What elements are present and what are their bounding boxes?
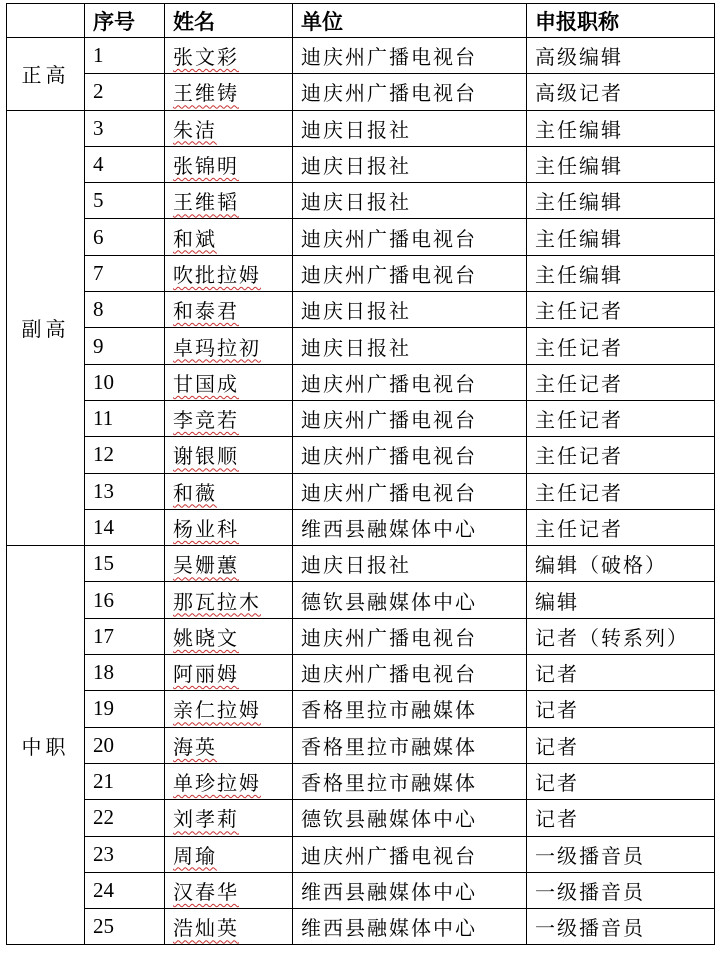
no-cell: 6 [85,219,165,255]
no-cell: 11 [85,400,165,436]
table-row [7,146,715,182]
level-group-cell: 中职 [7,546,85,945]
no-cell: 10 [85,364,165,400]
table-row [7,219,715,255]
table-row [7,691,715,727]
table-row [7,800,715,836]
title-cell: 主任记者 [527,400,715,436]
name-text: 亲仁拉姆 [173,698,261,723]
header-level [7,4,85,38]
name-text: 杨业科 [173,517,239,541]
no-cell: 9 [85,328,165,364]
unit-cell: 迪庆州广播电视台 [293,836,527,872]
title-cell: 记者 [527,727,715,763]
name-text: 张文彩 [173,45,239,70]
table-row [7,38,715,74]
table-row [7,727,715,763]
name-cell [165,509,293,545]
name-text: 吴姗蕙 [173,553,239,578]
name-cell [165,691,293,727]
no-cell: 16 [85,582,165,618]
title-cell: 主任记者 [527,292,715,328]
header-name: 姓名 [165,4,293,38]
name-cell [165,872,293,908]
table-row [7,328,715,364]
name-cell [165,836,293,872]
title-cell: 记者（转系列） [527,618,715,654]
no-cell: 22 [85,800,165,836]
title-cell: 记者 [527,800,715,836]
name-text: 阿丽姆 [173,662,239,687]
title-cell: 主任记者 [527,364,715,400]
unit-cell: 迪庆州广播电视台 [293,400,527,436]
unit-cell: 维西县融媒体中心 [293,872,527,908]
title-cell: 记者 [527,763,715,799]
table-row [7,364,715,400]
title-applicants-table [6,3,715,945]
header-title: 申报职称 [527,4,715,38]
name-text: 周瑜 [173,843,217,868]
table-row [7,473,715,509]
unit-cell: 迪庆州广播电视台 [293,255,527,291]
name-cell [165,546,293,582]
no-cell: 1 [85,38,165,74]
name-text: 卓玛拉初 [173,335,261,360]
no-cell: 17 [85,618,165,654]
name-text: 汉春华 [173,879,239,904]
name-text: 浩灿英 [173,916,239,941]
table-row [7,110,715,146]
title-cell: 记者 [527,655,715,691]
name-cell [165,800,293,836]
name-cell [165,763,293,799]
name-cell [165,618,293,654]
level-group-cell: 正高 [7,38,85,111]
name-cell [165,38,293,74]
table-row [7,183,715,219]
title-cell: 高级记者 [527,74,715,110]
no-cell: 2 [85,74,165,110]
unit-cell: 迪庆州广播电视台 [293,655,527,691]
unit-cell: 香格里拉市融媒体 [293,727,527,763]
no-cell: 7 [85,255,165,291]
unit-cell: 德钦县融媒体中心 [293,800,527,836]
unit-cell: 迪庆州广播电视台 [293,74,527,110]
title-cell: 一级播音员 [527,909,715,945]
unit-cell: 维西县融媒体中心 [293,909,527,945]
name-text: 甘国成 [173,371,239,396]
unit-cell: 香格里拉市融媒体 [293,763,527,799]
unit-cell: 迪庆州广播电视台 [293,219,527,255]
name-cell [165,292,293,328]
table-row [7,655,715,691]
unit-cell: 迪庆州广播电视台 [293,364,527,400]
name-cell [165,364,293,400]
title-cell: 编辑 [527,582,715,618]
title-cell: 主任记者 [527,437,715,473]
table-row [7,836,715,872]
no-cell: 15 [85,546,165,582]
no-cell: 13 [85,473,165,509]
no-cell: 3 [85,110,165,146]
title-cell: 一级播音员 [527,836,715,872]
name-cell [165,255,293,291]
name-text: 刘孝莉 [173,807,239,832]
title-cell: 编辑（破格） [527,546,715,582]
no-cell: 25 [85,909,165,945]
table-row [7,763,715,799]
name-text: 朱洁 [173,117,217,142]
level-group-cell: 副高 [7,110,85,546]
title-cell: 主任编辑 [527,110,715,146]
header-no: 序号 [85,4,165,38]
name-text: 王维铸 [173,81,239,106]
name-text: 张锦明 [173,154,239,179]
name-cell [165,655,293,691]
table-row [7,509,715,545]
title-cell: 主任编辑 [527,219,715,255]
unit-cell: 迪庆日报社 [293,292,527,328]
name-cell [165,437,293,473]
no-cell: 20 [85,727,165,763]
title-cell: 主任记者 [527,509,715,545]
no-cell: 8 [85,292,165,328]
unit-cell: 迪庆州广播电视台 [293,437,527,473]
name-cell [165,909,293,945]
name-cell [165,400,293,436]
no-cell: 24 [85,872,165,908]
table-body [7,38,715,945]
name-cell [165,328,293,364]
unit-cell: 迪庆日报社 [293,110,527,146]
unit-cell: 德钦县融媒体中心 [293,582,527,618]
table-row [7,872,715,908]
no-cell: 19 [85,691,165,727]
name-text: 那瓦拉木 [173,589,261,614]
name-cell [165,582,293,618]
unit-cell: 迪庆州广播电视台 [293,473,527,509]
unit-cell: 迪庆州广播电视台 [293,38,527,74]
title-cell: 一级播音员 [527,872,715,908]
unit-cell: 迪庆日报社 [293,183,527,219]
no-cell: 5 [85,183,165,219]
table-row [7,255,715,291]
unit-cell: 迪庆日报社 [293,328,527,364]
name-text: 吹批拉姆 [173,262,261,287]
table-row [7,909,715,945]
name-text: 谢银顺 [173,444,239,469]
unit-cell: 香格里拉市融媒体 [293,691,527,727]
title-cell: 主任记者 [527,473,715,509]
name-cell [165,110,293,146]
table-row [7,400,715,436]
no-cell: 14 [85,509,165,545]
name-cell [165,727,293,763]
name-cell [165,146,293,182]
title-cell: 主任记者 [527,328,715,364]
title-cell: 主任编辑 [527,146,715,182]
no-cell: 12 [85,437,165,473]
header-row [7,4,715,38]
table-row [7,546,715,582]
table-row [7,437,715,473]
unit-cell: 迪庆州广播电视台 [293,618,527,654]
title-cell: 主任编辑 [527,255,715,291]
name-text: 姚晓文 [173,625,239,650]
name-text: 和泰君 [173,299,239,324]
table-row [7,74,715,110]
name-cell [165,183,293,219]
table-row [7,292,715,328]
unit-cell: 维西县融媒体中心 [293,509,527,545]
name-text: 和斌 [173,226,217,251]
title-cell: 主任编辑 [527,183,715,219]
no-cell: 18 [85,655,165,691]
title-cell: 记者 [527,691,715,727]
name-cell [165,74,293,110]
unit-cell: 迪庆日报社 [293,146,527,182]
table-row [7,618,715,654]
name-text: 王维韬 [173,190,239,215]
name-cell [165,473,293,509]
unit-cell: 迪庆日报社 [293,546,527,582]
header-unit: 单位 [293,4,527,38]
name-text: 李竞若 [173,408,239,433]
table-row [7,582,715,618]
name-text: 单珍拉姆 [173,771,261,796]
no-cell: 4 [85,146,165,182]
name-text: 海英 [173,734,217,759]
name-cell [165,219,293,255]
title-cell: 高级编辑 [527,38,715,74]
name-text: 和薇 [173,480,217,505]
no-cell: 21 [85,763,165,799]
no-cell: 23 [85,836,165,872]
